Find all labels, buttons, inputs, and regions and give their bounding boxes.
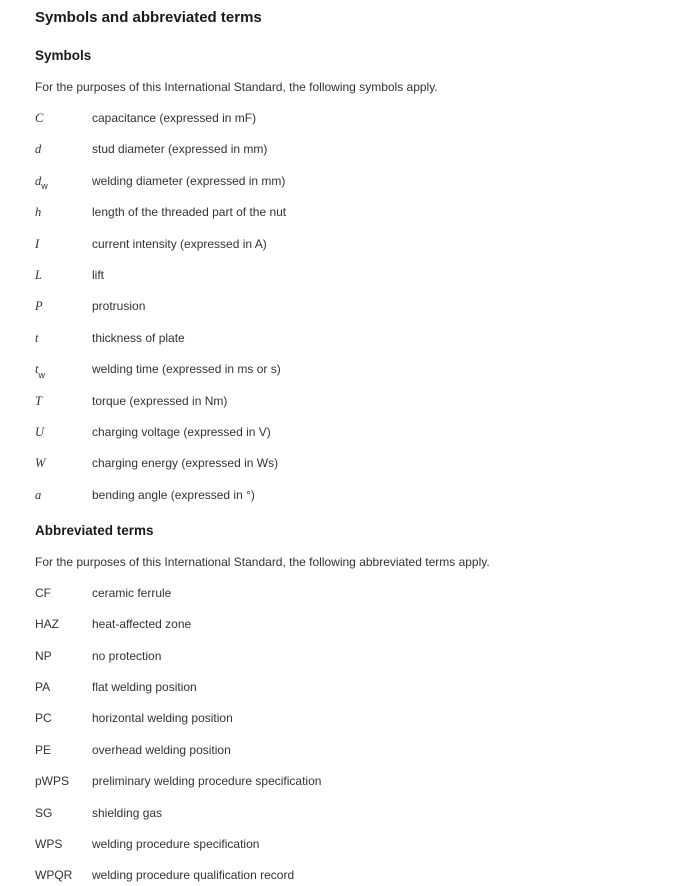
abbreviation-row xyxy=(35,774,663,789)
symbol-term: $d_w$ xyxy=(35,173,48,192)
symbol-row xyxy=(35,394,663,409)
symbol-row xyxy=(35,268,663,283)
symbol-term: h xyxy=(35,205,42,220)
term-definition: welding time (expressed in ms or s) xyxy=(92,362,281,377)
symbol-term: d xyxy=(35,142,42,157)
term-definition: no protection xyxy=(92,648,162,663)
term-definition: horizontal welding position xyxy=(92,711,233,726)
term-definition: preliminary welding procedure specification xyxy=(92,774,322,789)
abbreviation-row xyxy=(35,806,663,821)
term-definition: lift xyxy=(92,267,104,282)
term-definition: capacitance (expressed in mF) xyxy=(92,111,257,125)
symbol-row xyxy=(35,362,663,380)
term-definition: heat-affected zone xyxy=(92,617,192,632)
symbol-row xyxy=(35,299,663,314)
section-heading-abbreviated-terms: Abbreviated terms xyxy=(35,522,154,538)
abbreviation-term: PA xyxy=(35,680,51,695)
abbreviation-row xyxy=(35,868,663,883)
abbreviation-term: WPQR xyxy=(35,868,73,883)
symbol-row xyxy=(35,111,663,126)
term-definition: charging energy (expressed in Ws) xyxy=(92,456,279,471)
term-definition: flat welding position xyxy=(92,680,197,695)
symbols-list xyxy=(35,111,663,503)
symbol-term: P xyxy=(35,299,43,314)
abbreviation-row xyxy=(35,649,663,664)
section-intro-abbreviated-terms: For the purposes of this International Standard, the following abbreviated terms apply. xyxy=(35,554,490,569)
term-definition: protrusion xyxy=(92,299,146,314)
term-definition: bending angle (expressed in °) xyxy=(92,487,255,502)
symbol-term: L xyxy=(35,267,42,282)
abbreviation-row xyxy=(35,680,663,695)
abbreviation-row xyxy=(35,586,663,601)
symbol-term: W xyxy=(35,456,46,471)
abbreviation-row xyxy=(35,617,663,632)
term-definition: length of the threaded part of the nut xyxy=(92,205,287,220)
symbol-row xyxy=(35,205,663,220)
term-definition: current intensity (expressed in A) xyxy=(92,236,267,251)
abbreviation-row xyxy=(35,711,663,726)
symbol-term: U xyxy=(35,424,45,439)
symbol-term: a xyxy=(35,487,42,502)
term-definition: thickness of plate xyxy=(92,330,185,345)
abbreviation-term: NP xyxy=(35,648,52,663)
term-definition: welding procedure specification xyxy=(92,837,260,851)
abbreviated-terms-list xyxy=(35,586,663,884)
abbreviation-term: WPS xyxy=(35,837,63,851)
section-intro-symbols: For the purposes of this International Standard, the following symbols apply. xyxy=(35,80,438,94)
term-definition: stud diameter (expressed in mm) xyxy=(92,142,268,157)
symbol-term: C xyxy=(35,111,44,125)
term-definition: ceramic ferrule xyxy=(92,585,172,600)
symbol-row xyxy=(35,142,663,157)
abbreviation-term: HAZ xyxy=(35,617,59,632)
term-definition: welding procedure qualification record xyxy=(92,868,295,883)
section-heading-symbols: Symbols xyxy=(35,48,92,63)
page-title: Symbols and abbreviated terms xyxy=(35,9,262,26)
abbreviation-term: pWPS xyxy=(35,774,70,789)
abbreviation-term: PC xyxy=(35,711,52,726)
symbol-row xyxy=(35,456,663,471)
symbol-term: I xyxy=(35,236,40,251)
term-definition: shielding gas xyxy=(92,805,163,820)
symbol-term: t xyxy=(35,330,39,345)
symbol-row xyxy=(35,173,663,192)
symbol-row xyxy=(35,331,663,346)
term-definition: welding diameter (expressed in mm) xyxy=(92,173,286,188)
symbol-row xyxy=(35,237,663,252)
symbol-row xyxy=(35,425,663,440)
abbreviation-term: CF xyxy=(35,585,51,600)
term-definition: overhead welding position xyxy=(92,742,231,757)
term-definition: torque (expressed in Nm) xyxy=(92,393,228,408)
abbreviation-row xyxy=(35,837,663,852)
symbol-term: $t_w$ xyxy=(35,362,45,380)
symbol-term: T xyxy=(35,393,42,408)
abbreviation-term: SG xyxy=(35,805,53,820)
abbreviation-row xyxy=(35,743,663,758)
symbol-row xyxy=(35,488,663,503)
abbreviation-term: PE xyxy=(35,742,52,757)
term-definition: charging voltage (expressed in V) xyxy=(92,424,271,439)
